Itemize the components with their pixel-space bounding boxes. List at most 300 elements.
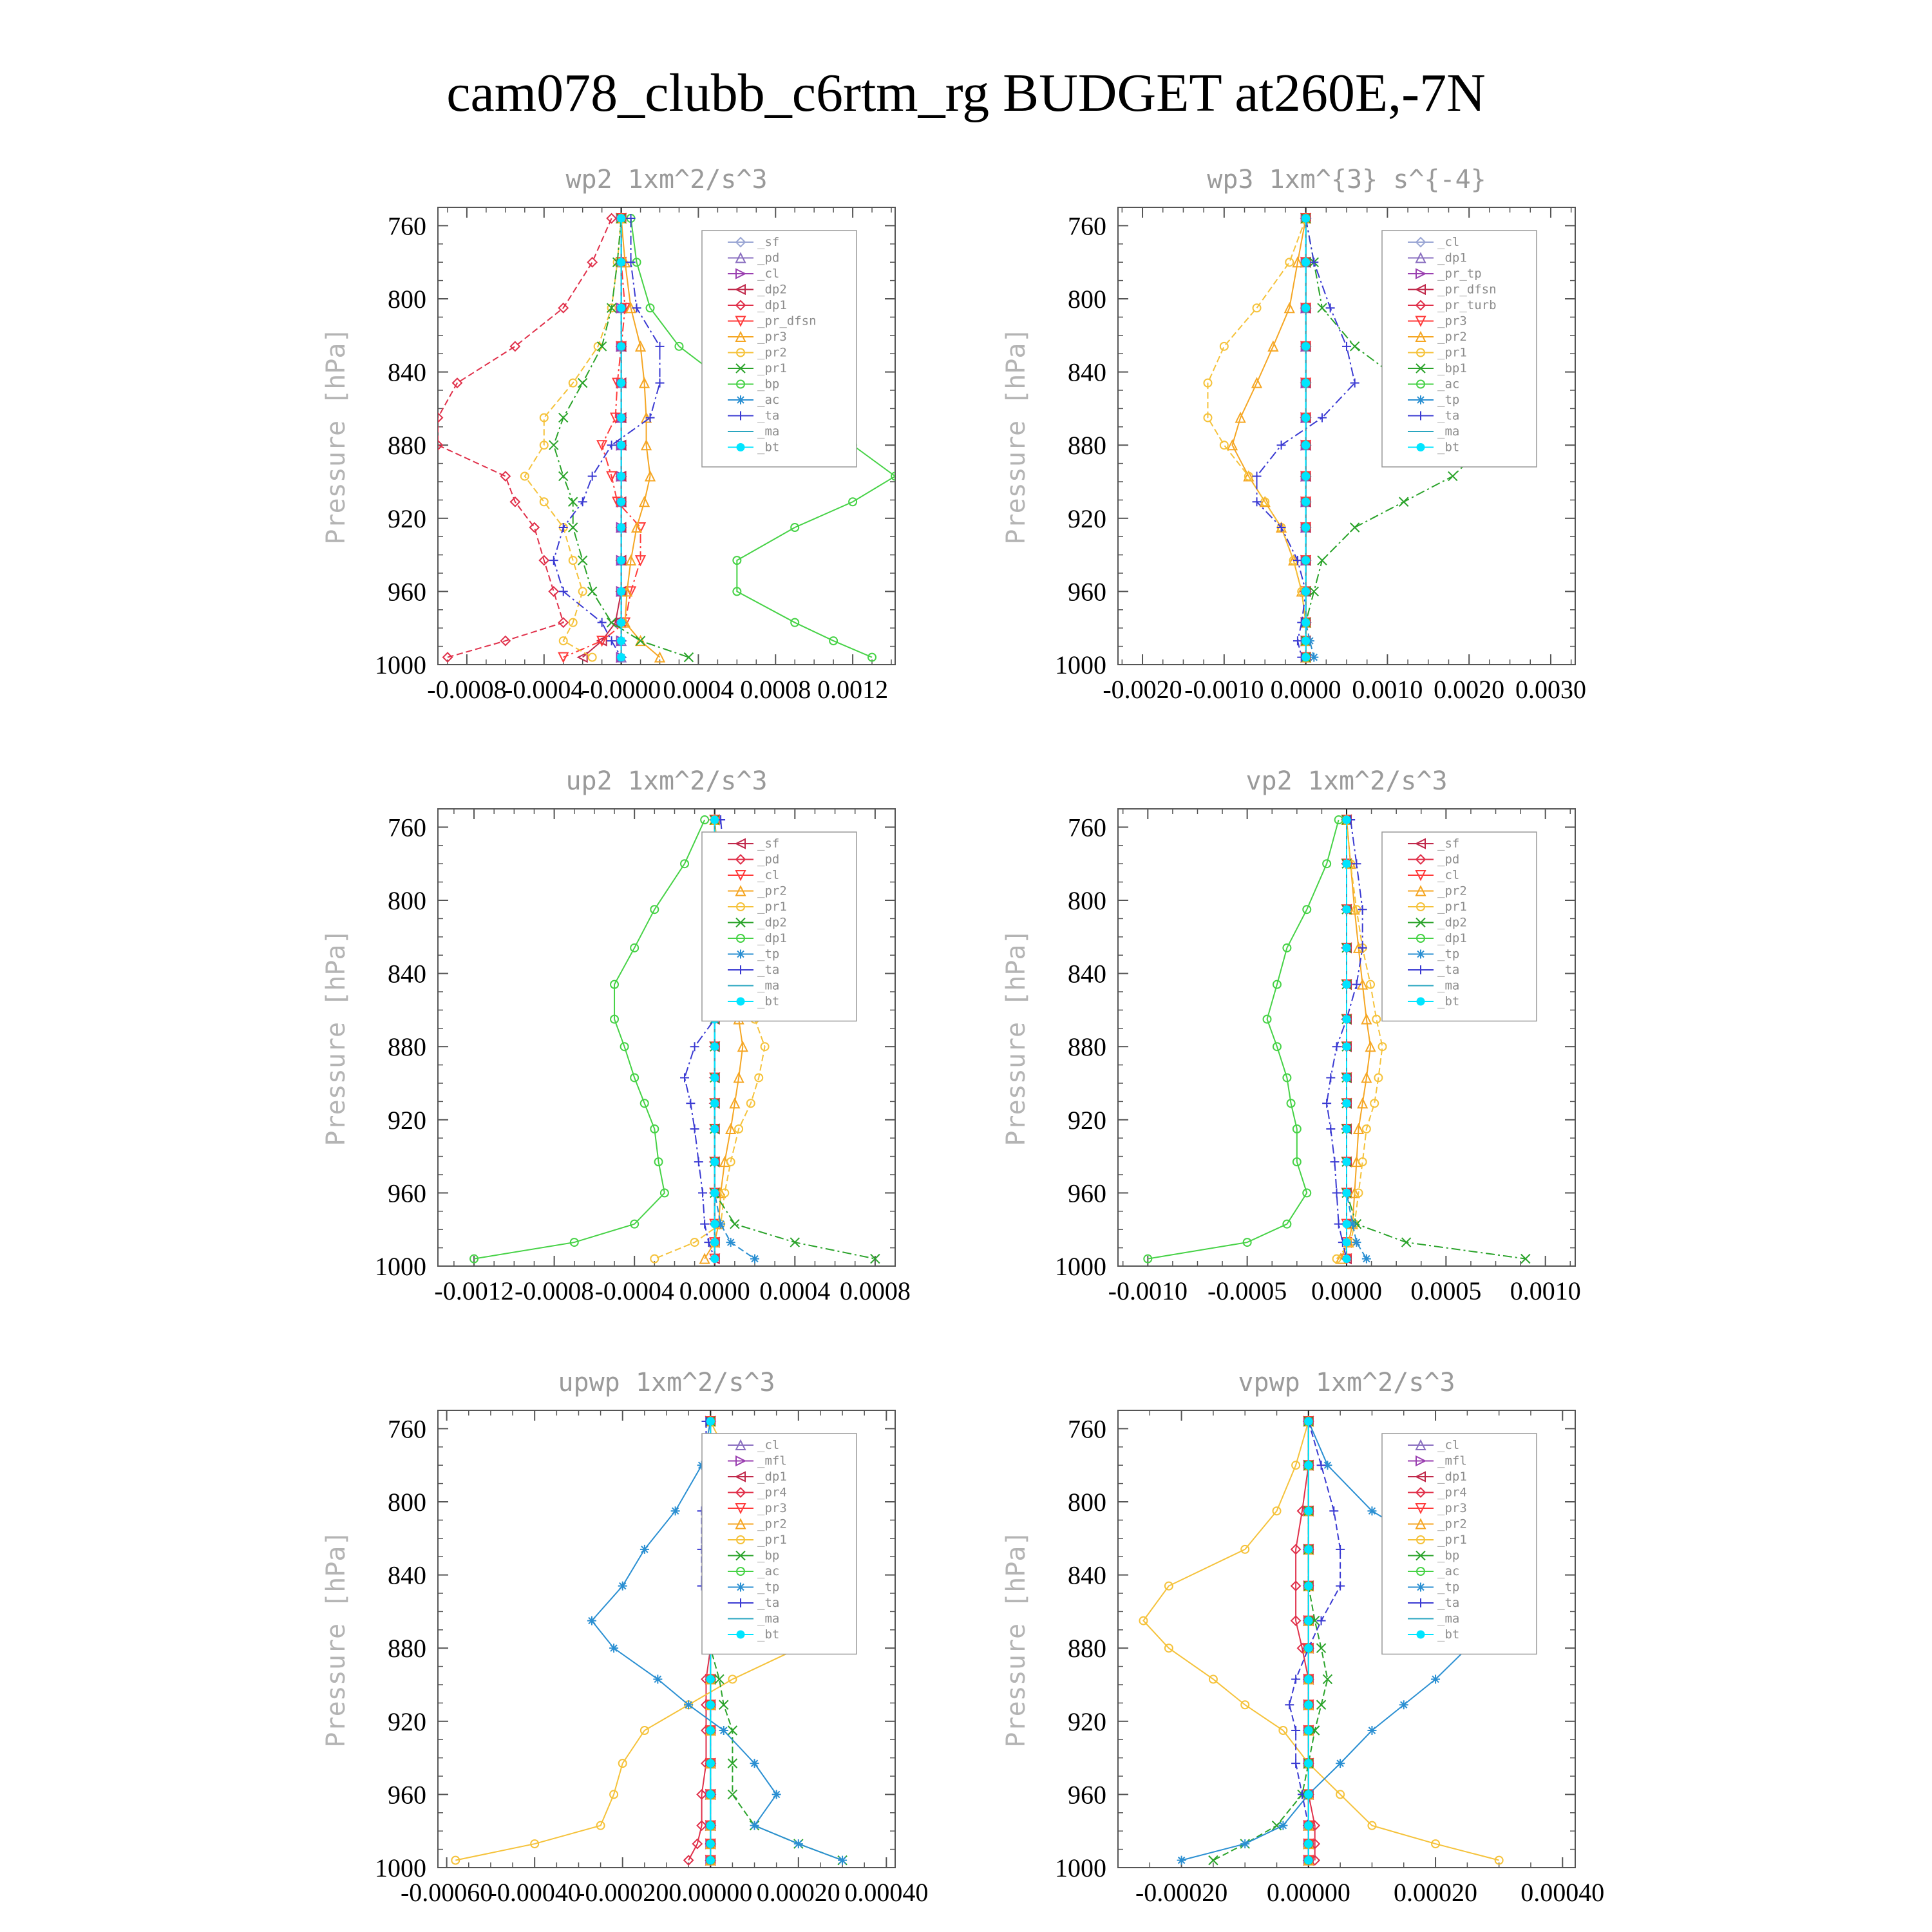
data-point [690,1042,699,1051]
y-tick-label: 960 [388,577,426,607]
data-point [1343,1238,1350,1246]
data-point [1305,1857,1312,1864]
x-tick-label: -0.0020 [1103,675,1182,704]
legend-label: _pr1 [757,361,787,375]
data-point [711,1220,719,1228]
data-point [1343,860,1350,867]
data-point [618,1582,627,1591]
legend-label: _pr3 [1437,314,1467,328]
x-tick-label: 0.00020 [1394,1878,1478,1907]
y-axis-label: Pressure [hPa] [321,1530,351,1748]
data-point [1343,944,1350,952]
legend-label: _tp [1437,947,1460,961]
data-point [588,258,597,267]
data-point [1332,1042,1341,1051]
legend-label: _bt [757,994,780,1009]
y-tick-label: 1000 [1055,1853,1106,1882]
legend-label: _pr4 [757,1485,787,1500]
legend-swatch-marker [736,395,745,404]
data-point [1350,342,1359,351]
data-point [711,1125,719,1133]
y-tick-label: 800 [1068,886,1106,915]
data-point [750,1821,759,1830]
legend-label: _pr_tp [1437,267,1482,281]
legend-label: _pd [1437,852,1460,867]
legend-label: _ta [1437,963,1460,977]
data-point [1305,1617,1312,1625]
data-point [1305,1507,1312,1515]
data-point [1317,1700,1326,1709]
legend-entry [728,314,817,328]
data-point [1350,523,1359,532]
legend-label: _tp [1437,1580,1460,1595]
data-point [1302,414,1310,422]
data-point [1291,1674,1300,1683]
legend-label: _bt [1437,994,1460,1009]
y-tick-label: 840 [388,959,426,989]
data-point [1343,1189,1350,1197]
y-axis-label: Pressure [hPa] [321,327,351,545]
legend-label: _cl [757,868,780,882]
x-tick-label: -0.0012 [434,1276,514,1305]
data-point [549,587,558,596]
legend-label: _pr2 [757,345,787,360]
legend-label: _ac [1437,1564,1460,1578]
x-tick-label: 0.00000 [1266,1878,1350,1907]
x-tick-label: -0.0000 [581,675,661,704]
data-point [1336,1759,1345,1768]
panel-title: vp2 1xm^2/s^3 [1245,766,1448,796]
data-point [684,653,693,662]
data-point [1343,1099,1350,1107]
y-tick-label: 840 [1068,1560,1106,1590]
legend-label: _ac [757,1564,780,1578]
legend-label: _pr1 [757,1533,787,1547]
legend-label: _pr_dfsn [757,314,817,328]
y-tick-label: 760 [388,1414,426,1444]
data-point [1431,1674,1440,1683]
data-point [1305,1546,1312,1553]
data-point [618,619,625,627]
data-point [706,1727,714,1734]
data-point [1302,441,1310,449]
panel-6 [1001,1368,1604,1907]
data-point [549,556,558,565]
data-point [1367,1506,1376,1515]
series-pr2 [1228,214,1311,662]
data-point [559,471,568,480]
data-point [706,1790,714,1798]
data-point [1291,1759,1300,1768]
data-point [1332,1188,1341,1197]
series-line [438,218,612,658]
legend-label: _pr1 [1437,1533,1467,1547]
data-point [1336,1545,1345,1554]
data-point [559,413,568,422]
panel-title: vpwp 1xm^2/s^3 [1238,1368,1455,1397]
data-point [1305,1727,1312,1734]
y-tick-label: 760 [388,813,426,842]
data-point [1285,1700,1294,1709]
y-tick-label: 920 [388,1105,426,1135]
y-tick-label: 800 [1068,285,1106,314]
legend-label: _cl [757,1438,780,1452]
y-tick-label: 960 [388,1179,426,1208]
panel-title: upwp 1xm^2/s^3 [558,1368,775,1397]
x-tick-label: -0.0004 [594,1276,674,1305]
data-point [1317,1643,1326,1653]
x-tick-label: 0.0000 [679,1276,750,1305]
legend-label: _ta [1437,1596,1460,1610]
series-line [1148,820,1338,1259]
legend-label: _dp1 [1437,1470,1467,1484]
legend-label: _mfl [757,1454,787,1468]
x-tick-label: -0.0010 [1108,1276,1188,1305]
x-tick-label: -0.00060 [400,1878,493,1907]
data-point [711,1189,719,1197]
data-point [1305,1644,1312,1652]
y-tick-label: 920 [388,504,426,533]
data-point [706,1417,714,1425]
data-point [1302,637,1310,645]
y-tick-label: 1000 [1055,1252,1106,1281]
legend-label: _bt [1437,1627,1460,1642]
legend-label: _sf [1437,837,1460,851]
x-tick-label: 0.0004 [759,1276,831,1305]
data-point [1367,1726,1376,1735]
data-point [1305,1417,1312,1425]
y-tick-label: 840 [1068,959,1106,989]
data-point [618,587,625,595]
data-point [671,1506,680,1515]
x-tick-label: 0.0000 [1270,675,1341,704]
data-point [719,1726,728,1735]
data-point [794,1839,803,1848]
y-tick-label: 1000 [375,1853,426,1882]
legend-label: _pr4 [1437,1485,1467,1500]
legend-label: _dp2 [757,282,787,297]
legend-label: _pr1 [1437,345,1467,360]
data-point [607,636,616,645]
data-point [711,1158,719,1166]
panel-2 [1001,165,1586,704]
data-point [1302,343,1310,350]
data-point [588,471,597,480]
legend-label: _pr2 [757,884,787,898]
data-point [589,654,596,661]
legend-label: _bt [757,1627,780,1642]
data-point [706,1675,714,1683]
legend-swatch-marker [736,950,745,959]
legend-label: _pr2 [757,1517,787,1531]
data-point [1302,556,1310,564]
data-point [706,1840,714,1848]
legend-label: _sf [757,837,780,851]
legend-swatch-marker [1417,998,1425,1005]
legend-label: _ac [1437,377,1460,392]
x-tick-label: 0.0030 [1515,675,1586,704]
y-tick-label: 920 [1068,1105,1106,1135]
legend [1382,231,1537,467]
data-point [711,1043,719,1050]
y-tick-label: 920 [1068,1707,1106,1736]
data-point [1399,497,1408,506]
legend-swatch-marker [737,1631,744,1638]
series-line [554,218,660,658]
y-tick-label: 920 [1068,504,1106,533]
legend-label: _bt [757,440,780,455]
data-point [598,618,607,627]
x-tick-label: 0.00020 [756,1878,840,1907]
y-tick-label: 840 [388,357,426,387]
legend-swatch-marker [1417,444,1425,451]
legend-label: _ma [757,424,780,439]
data-point [1302,654,1310,661]
y-tick-label: 760 [1068,211,1106,241]
data-point [1352,1238,1361,1247]
series-pr1 [1333,816,1387,1263]
x-tick-label: -0.00020 [1135,1878,1228,1907]
data-point [1343,1043,1350,1050]
legend-label: _tp [757,947,780,961]
y-tick-label: 880 [1068,431,1106,460]
y-tick-label: 880 [1068,1032,1106,1062]
data-point [1326,303,1335,312]
x-tick-label: -0.0005 [1207,1276,1287,1305]
legend-label: _pd [757,852,780,867]
legend-label: _pr3 [1437,1501,1467,1515]
legend-label: _bt [1437,440,1460,455]
data-point [1305,1822,1312,1830]
panels [321,165,1604,1907]
y-tick-label: 800 [388,285,426,314]
data-point [578,556,587,565]
data-point [618,258,625,266]
data-point [750,1255,759,1264]
legend-label: _pr_turb [1437,298,1497,312]
x-tick-label: 0.0000 [1311,1276,1382,1305]
legend-label: _dp1 [1437,251,1467,265]
data-point [618,498,625,506]
y-tick-label: 800 [388,886,426,915]
panel-title: wp3 1xm^{3} s^{-4} [1207,165,1486,194]
legend-label: _ta [1437,408,1460,423]
data-point [1220,441,1228,449]
data-point [1177,1856,1186,1865]
y-tick-label: 960 [388,1780,426,1810]
data-point [618,304,625,312]
y-tick-label: 920 [388,1707,426,1736]
data-point [706,1822,714,1830]
panel-4 [1001,766,1581,1305]
data-point [1291,1726,1300,1735]
legend-label: _ta [757,1596,780,1610]
figure-title: cam078_clubb_c6rtm_rg BUDGET at260E,-7N [446,63,1486,123]
data-point [1302,524,1310,531]
data-point [618,379,625,387]
legend-swatch-marker [1416,395,1425,404]
data-point [694,1157,703,1166]
data-point [656,379,665,388]
data-point [1305,1790,1312,1798]
data-point [711,1255,719,1263]
y-tick-label: 760 [1068,813,1106,842]
data-point [578,497,587,506]
data-point [569,523,578,532]
data-point [1305,1582,1312,1590]
y-tick-label: 760 [1068,1414,1106,1444]
data-point [1322,1099,1331,1108]
data-point [1343,1074,1350,1081]
data-point [618,637,625,645]
y-tick-label: 880 [388,1634,426,1663]
y-tick-label: 840 [1068,357,1106,387]
data-point [598,342,607,351]
data-point [684,1700,693,1709]
data-point [1305,1840,1312,1848]
data-point [1285,258,1293,266]
data-point [1305,1759,1312,1767]
data-point [698,1188,707,1197]
data-point [618,524,625,531]
y-tick-label: 1000 [375,1252,426,1281]
data-point [706,1857,714,1864]
legend-label: _ma [1437,1611,1460,1626]
data-point [838,1856,847,1865]
data-point [711,1099,719,1107]
legend-label: _cl [1437,235,1460,249]
x-tick-label: 0.0020 [1434,675,1505,704]
y-axis-label: Pressure [hPa] [1001,327,1031,545]
legend-label: _ma [1437,424,1460,439]
y-axis-label: Pressure [hPa] [1001,929,1031,1146]
legend-label: _ac [757,393,780,407]
data-point [1240,1839,1249,1848]
legend [702,231,857,467]
data-point [1343,1220,1350,1228]
legend-swatch-marker [736,1583,745,1592]
data-point [607,440,616,450]
data-point [711,1238,719,1246]
x-tick-label: 0.0008 [839,1276,911,1305]
x-tick-label: 0.00040 [1520,1878,1605,1907]
data-point [618,654,625,661]
panel-title: wp2 1xm^2/s^3 [565,165,768,194]
legend-label: _ma [1437,978,1460,993]
data-point [1305,1461,1312,1469]
data-point [656,342,665,351]
legend-swatch-marker [737,998,744,1005]
legend-label: _dp1 [757,931,787,945]
legend-label: _pr3 [757,330,787,344]
y-tick-label: 1000 [375,650,426,679]
y-tick-label: 840 [388,1560,426,1590]
y-tick-label: 880 [388,1032,426,1062]
data-point [618,472,625,480]
data-point [706,1759,714,1767]
data-point [1362,1255,1371,1264]
data-point [711,1074,719,1081]
legend-label: _ta [757,963,780,977]
legend-label: _ma [757,1611,780,1626]
series-line [525,218,621,658]
x-tick-label: 0.0008 [740,675,811,704]
data-point [680,1073,689,1082]
y-tick-label: 960 [1068,577,1106,607]
legend-label: _bp [1437,1548,1460,1563]
x-tick-label: -0.00040 [488,1878,581,1907]
data-point [1302,379,1310,387]
x-tick-label: 0.00040 [844,1878,929,1907]
panel-3 [321,766,911,1305]
data-point [1302,472,1310,480]
data-point [750,1759,759,1768]
legend-label: _pr1 [757,900,787,914]
series-line [1289,1421,1340,1861]
x-tick-label: 0.0005 [1410,1276,1482,1305]
data-point [1402,1238,1411,1247]
legend-swatch-marker [737,444,744,451]
data-point [1305,1675,1312,1683]
data-point [1343,981,1350,989]
data-point [1326,1124,1335,1133]
series-ta [549,214,665,662]
legend-label: _tp [757,1580,780,1595]
legend-label: _bp [757,377,780,392]
legend-label: _pr2 [1437,884,1467,898]
legend-swatch-marker [1416,1583,1425,1592]
series-pr2 [521,214,625,661]
data-point [1305,1701,1312,1709]
panel-title: up2 1xm^2/s^3 [565,766,768,796]
data-point [501,471,510,480]
x-tick-label: 0.0012 [817,675,889,704]
data-point [772,1790,781,1799]
data-point [1302,258,1310,266]
legend-label: _pr2 [1437,1517,1467,1531]
series-pr_dfsn [559,214,645,662]
data-point [1326,1073,1335,1082]
legend-label: _bp [757,1548,780,1563]
y-axis-label: Pressure [hPa] [1001,1530,1031,1748]
data-point [588,587,597,596]
data-point [632,303,641,312]
panel-1 [321,165,899,704]
series-line [1233,218,1306,658]
data-point [700,1220,709,1229]
legend-label: _dp2 [757,915,787,930]
data-point [1278,1821,1287,1830]
legend [1382,832,1537,1021]
data-point [1336,1582,1345,1591]
data-point [1352,980,1361,989]
y-tick-label: 760 [388,211,426,241]
x-tick-label: -0.00020 [576,1878,669,1907]
legend-label: _dp1 [757,298,787,312]
data-point [1448,471,1457,480]
series-line [621,218,660,658]
legend [702,1434,857,1654]
legend-swatch-marker [1416,950,1425,959]
data-point [1399,1700,1408,1709]
series-line [474,820,705,1259]
series-ta [1285,1417,1345,1865]
data-point [726,1238,735,1247]
data-point [1302,304,1310,312]
legend-label: _ta [757,408,780,423]
data-point [1342,342,1351,351]
data-point [609,1643,618,1653]
